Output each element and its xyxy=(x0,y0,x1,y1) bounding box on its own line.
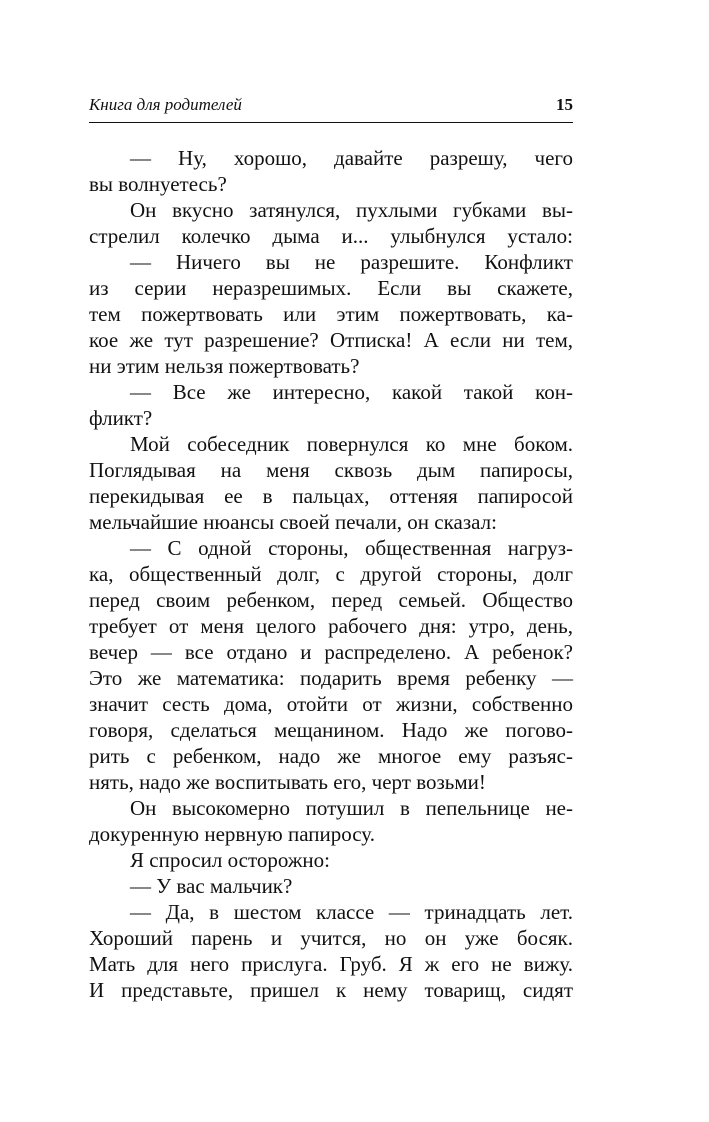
text-line: докуренную нервную папиросу. xyxy=(89,822,375,846)
text-line: вы волнуетесь? xyxy=(89,172,227,196)
text-line: нять, надо же воспитывать его, черт возьми! xyxy=(89,770,486,794)
text-line: Поглядывая на меня сквозь дым папиросы, xyxy=(89,458,573,482)
text-line: Он вкусно затянулся, пухлыми губками вы- xyxy=(130,198,573,222)
text-line: вечер — все отдано и распределено. А ребенок? xyxy=(89,640,573,664)
text-line: Я спросил осторожно: xyxy=(130,848,330,872)
text-line: ка, общественный долг, с другой стороны, долг xyxy=(89,562,573,586)
text-line: мельчайшие нюансы своей печали, он сказал: xyxy=(89,510,497,534)
text-line: — Ну, хорошо, давайте разрешу, чего xyxy=(130,146,573,170)
text-line: Хороший парень и учится, но он уже босяк. xyxy=(89,926,573,950)
text-line: — Да, в шестом классе — тринадцать лет. xyxy=(130,900,573,924)
text-line: тем пожертвовать или этим пожертвовать, ка- xyxy=(89,302,573,326)
body-text xyxy=(89,145,573,1003)
text-line: требует от меня целого рабочего дня: утро, день, xyxy=(89,614,573,638)
text-line: фликт? xyxy=(89,406,153,430)
text-line: стрелил колечко дыма и... улыбнулся устало: xyxy=(89,224,573,248)
text-line: кое же тут разрешение? Отписка! А если ни тем, xyxy=(89,328,573,352)
text-line: говоря, сделаться мещанином. Надо же погово- xyxy=(89,718,573,742)
text-line: перекидывая ее в пальцах, оттеняя папиросой xyxy=(89,484,573,508)
text-line: Мать для него прислуга. Груб. Я ж его не вижу. xyxy=(89,952,573,976)
text-line: — Все же интересно, какой такой кон- xyxy=(130,380,573,404)
running-head xyxy=(89,94,573,120)
header-rule xyxy=(89,122,573,123)
text-line: значит сесть дома, отойти от жизни, собственно xyxy=(89,692,573,716)
page-number: 15 xyxy=(556,95,573,114)
text-line: ни этим нельзя пожертвовать? xyxy=(89,354,360,378)
text-line: И представьте, пришел к нему товарищ, сидят xyxy=(89,978,573,1002)
text-line: — С одной стороны, общественная нагруз- xyxy=(130,536,573,560)
text-line: рить с ребенком, надо же многое ему разъяс- xyxy=(89,744,573,768)
text-line: — Ничего вы не разрешите. Конфликт xyxy=(130,250,573,274)
text-line: Мой собеседник повернулся ко мне боком. xyxy=(130,432,573,456)
text-line: Это же математика: подарить время ребенку — xyxy=(89,666,573,690)
text-line: перед своим ребенком, перед семьей. Общество xyxy=(89,588,573,612)
book-title: Книга для родителей xyxy=(89,95,242,114)
text-line: — У вас мальчик? xyxy=(130,874,293,898)
text-line: из серии неразрешимых. Если вы скажете, xyxy=(89,276,573,300)
text-line: Он высокомерно потушил в пепельнице не- xyxy=(130,796,573,820)
